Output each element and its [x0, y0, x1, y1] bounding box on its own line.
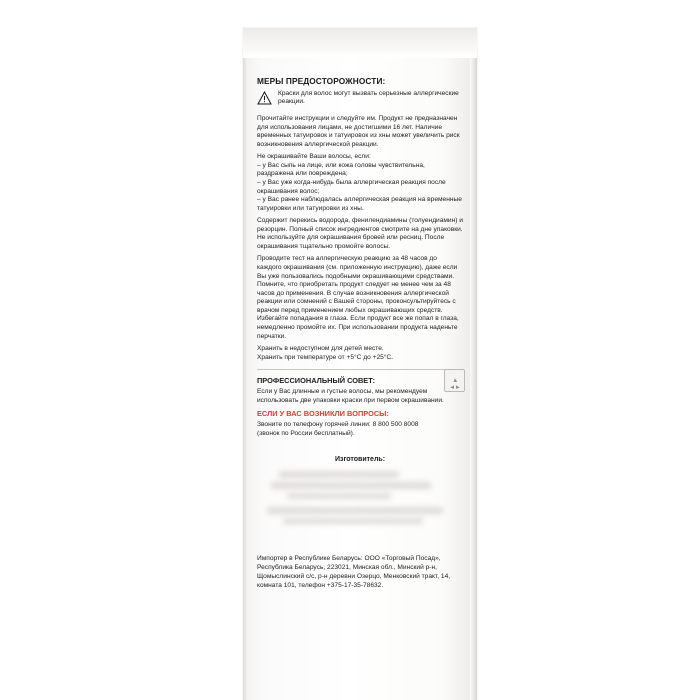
- professional-advice-title: ПРОФЕССИОНАЛЬНЫЙ СОВЕТ:: [257, 376, 376, 386]
- package-text-content: [257, 76, 463, 590]
- package-top-fold: [243, 28, 477, 58]
- divider: [257, 369, 463, 370]
- blurred-line: [287, 493, 391, 499]
- questions-title: ЕСЛИ У ВАС ВОЗНИКЛИ ВОПРОСЫ:: [257, 409, 389, 419]
- product-package-panel: [243, 28, 477, 700]
- precautions-paragraph-1: Прочитайте инструкции и следуйте им. Продукт не предназначен для использования лицами, не достигшими 16 лет. Наличие временных татуировок и татуировок из хны может увеличить риск возникновения аллергической реакции.: [257, 115, 460, 148]
- blurred-line: [267, 507, 443, 514]
- package-right-edge: [470, 28, 477, 700]
- precautions-paragraph-4: Проводите тест на аллергическую реакцию за 48 часов до каждого окрашивания (см. приложенную инструкцию), даже если Вы уже пользовались подобными окрашивающими средствами. Помните, что приобретать продукт следует не менее чем за 48 часов до применения. В случае возникновения аллергической реакции или сомнений с Вашей стороны, проконсультируйтесь с врачом перед применением любых окрашивающих средств. Избегайте попадания в глаза. Если продукт все же попал в глаза, немедленно промойте их. При использовании продукта наденьте перчатки.: [257, 255, 459, 340]
- precautions-title: МЕРЫ ПРЕДОСТОРОЖНОСТИ:: [257, 76, 386, 86]
- hotline-phone-line: Звоните по телефону горячей линии: 8 800 500 8008: [257, 421, 419, 429]
- precautions-paragraph-3: Содержит перекись водорода, фенилендиамины (толуендиамин) и резорцин. Полный список ингредиентов смотрите на дне упаковки. Не используйте для окрашивания бровей или ресниц. После окрашивания тщательно промойте волосы.: [257, 217, 463, 250]
- blurred-line: [271, 482, 431, 489]
- storage-temperature-note: Хранить при температуре от +5°C до +25°C.: [257, 353, 394, 361]
- importer-text: Импортер в Республике Беларусь: ООО «Торговый Посад», Республика Беларусь, 223021, Минская обл., Минский р-н, Щомыслинский с/с, р-н деревни Озерцо, Менковский тракт, 14, комната 101, телефон +375-17-35-78632.: [257, 555, 451, 589]
- list-item: – у Вас уже когда-нибудь была аллергическая реакция после окрашивания волос;: [257, 178, 446, 195]
- precautions-bullet-list: [257, 162, 463, 213]
- professional-advice-text: Если у Вас длинные и густые волосы, мы рекомендуем использовать две упаковки краски при первом окрашивании.: [257, 388, 444, 404]
- precautions-paragraph-2: Не окрашивайте Ваши волосы, если:: [257, 153, 371, 161]
- list-item: – у Вас сыпь на лице, или кожа головы чувствительна, раздражена или повреждена;: [257, 161, 425, 178]
- warning-text: Краски для волос могут вызвать серьезные аллергические реакции.: [278, 90, 459, 106]
- manufacturer-blurred-block: [257, 469, 463, 533]
- hotline-note: (звонок по России бесплатный).: [257, 429, 355, 437]
- blurred-line: [283, 518, 423, 524]
- list-item: – у Вас ранее наблюдалась аллергическая реакция на временные татуировки или татуировки из хны.: [257, 196, 462, 212]
- recycle-icon: [447, 376, 463, 392]
- warning-triangle-icon: [257, 91, 272, 110]
- blurred-line: [279, 471, 399, 478]
- package-left-edge: [243, 28, 248, 700]
- warning-row: [257, 90, 463, 110]
- manufacturer-title: Изготовитель:: [334, 456, 386, 464]
- storage-children-note: Хранить в недоступном для детей месте.: [257, 345, 384, 353]
